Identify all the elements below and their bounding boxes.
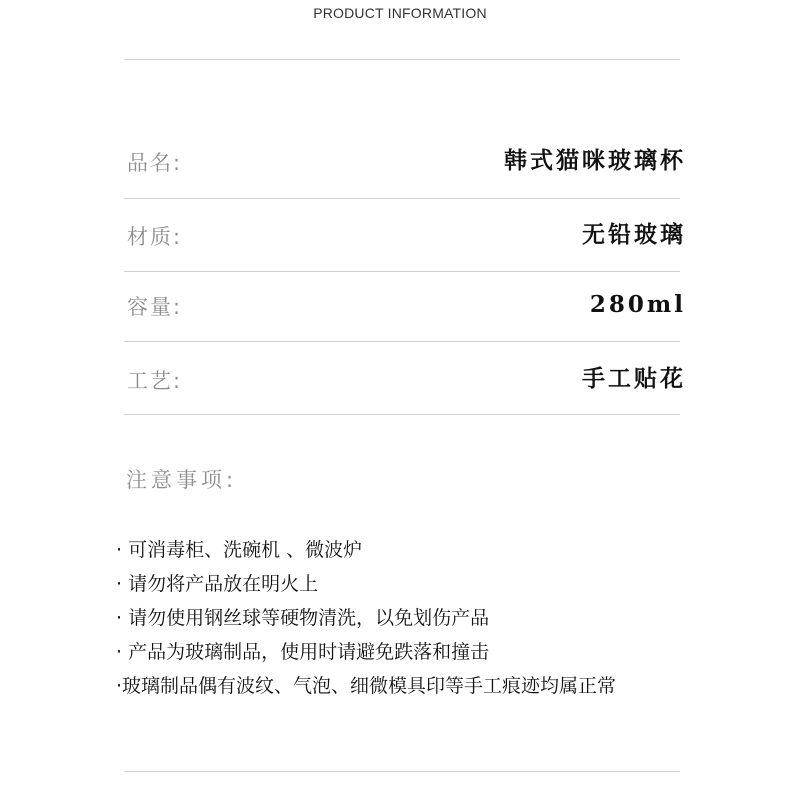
page-title: PRODUCT INFORMATION	[313, 5, 487, 21]
list-item: · 请勿将产品放在明火上	[116, 573, 319, 595]
notes-list	[116, 533, 616, 703]
spec-row-material	[124, 222, 686, 252]
list-item: · 请勿使用钢丝球等硬物清洗，以免划伤产品	[116, 607, 490, 629]
divider	[124, 341, 680, 342]
spec-value: 无铅玻璃	[582, 221, 686, 248]
list-item: ·玻璃制品偶有波纹、气泡、细微模具印等手工痕迹均属正常	[116, 675, 617, 697]
spec-label: 品名:	[127, 151, 183, 175]
divider	[124, 414, 680, 415]
spec-label: 工艺:	[127, 369, 183, 393]
spec-row-name	[124, 148, 686, 178]
divider	[124, 198, 680, 199]
list-item: · 可消毒柜、洗碗机 、微波炉	[116, 539, 363, 561]
list-item: · 产品为玻璃制品，使用时请避免跌落和撞击	[116, 641, 490, 663]
divider-top	[124, 59, 680, 60]
spec-label: 容量:	[127, 295, 183, 319]
divider-bottom	[124, 771, 680, 772]
spec-row-capacity	[124, 292, 686, 322]
spec-value: 手工贴花	[582, 365, 686, 392]
notes-heading: 注意事项:	[126, 468, 238, 492]
spec-value: 韩式猫咪玻璃杯	[504, 147, 686, 174]
spec-value: 280ml	[589, 291, 686, 318]
divider	[124, 271, 680, 272]
spec-label: 材质:	[127, 225, 183, 249]
spec-row-craft	[124, 366, 686, 396]
